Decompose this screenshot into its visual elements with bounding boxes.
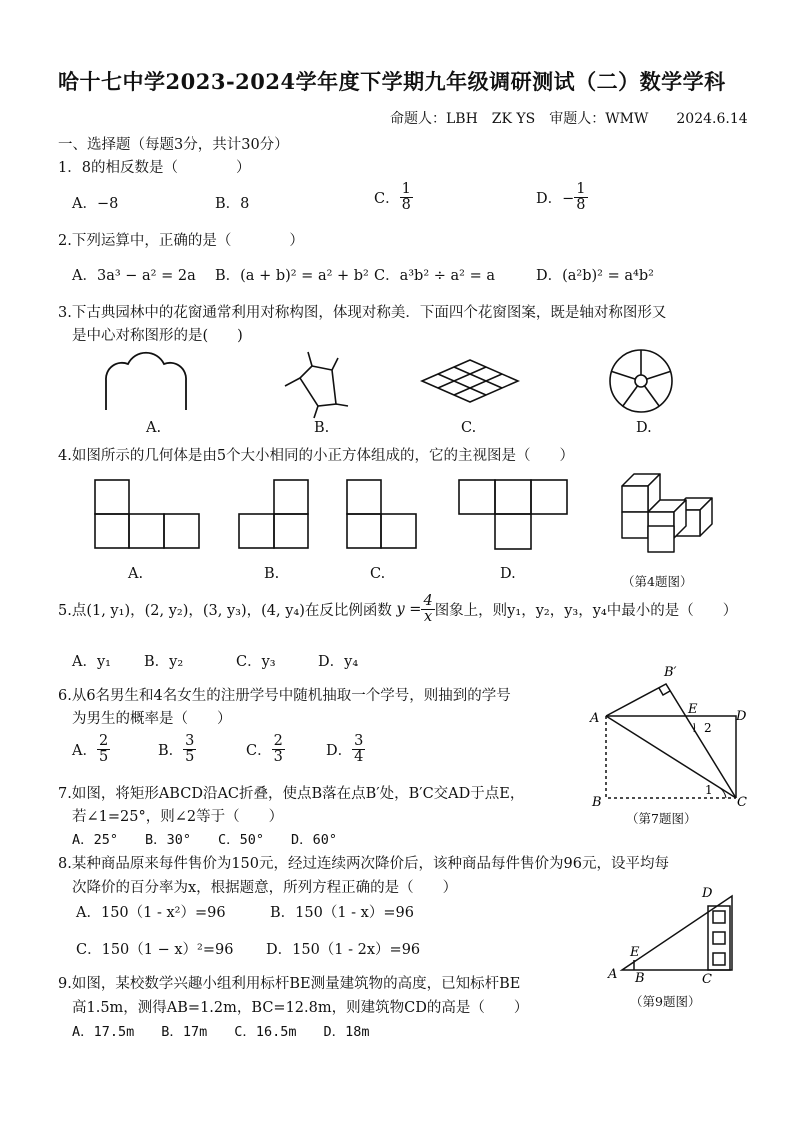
author-line: 命题人：LBH ZK YS 审题人：WMW 2024.6.14 — [390, 111, 748, 127]
page-title: 哈十七中学2023-2024学年度下学期九年级调研测试（二）数学学科 — [58, 69, 726, 94]
q9-options: A．17.5m B．17m C．16.5m D．18m — [72, 1024, 370, 1040]
q3-stem-line1: 3.下古典园林中的花窗通常利用对称构图，体现对称美．下面四个花窗图案，既是轴对称图形又 — [58, 305, 667, 321]
q7-angle-2: 2 — [704, 721, 712, 735]
q5-option-b: B．y₂ — [144, 654, 184, 670]
q2-option-b: B．(a + b)² = a² + b² — [215, 268, 369, 284]
q2-option-d: D．(a²b)² = a⁴b² — [536, 268, 654, 284]
q3-figure-b — [280, 348, 355, 420]
q7-point-d: D — [736, 709, 747, 724]
q1-stem: 1．8的相反数是（ ） — [58, 160, 251, 176]
q4-solid-figure — [618, 470, 716, 554]
q6-option-a: A． $\frac{2}{5}$ — [72, 733, 109, 766]
q4-view-d — [458, 479, 568, 551]
q7-angle-1: 1 — [705, 783, 713, 797]
q4-label-c: C. — [370, 566, 386, 582]
q3-label-d: D. — [636, 420, 652, 436]
q2-option-c: C．a³b² ÷ a² = a — [374, 268, 495, 284]
q1-option-d: D．− $\frac{1}{8}$ — [536, 181, 586, 214]
q9-point-a: A — [608, 967, 618, 982]
q4-stem: 4.如图所示的几何体是由5个大小相同的小正方体组成的，它的主视图是（ ） — [58, 448, 575, 464]
q6-stem-line2: 为男生的概率是（ ） — [72, 711, 232, 727]
q4-label-a: A. — [128, 566, 144, 582]
q6-option-b: B． $\frac{3}{5}$ — [158, 733, 195, 766]
q5-option-c: C．y₃ — [236, 654, 276, 670]
q8-option-c: C．150（1 − x）²=96 — [76, 942, 234, 958]
q5-option-a: A．y₁ — [72, 654, 111, 670]
q9-caption: （第9题图） — [630, 994, 701, 1009]
q4-view-a — [94, 479, 200, 549]
q4-label-d: D. — [500, 566, 516, 582]
q7-point-c: C — [737, 795, 747, 810]
q9-point-e: E — [630, 945, 640, 960]
q6-option-d: D． $\frac{3}{4}$ — [326, 733, 364, 766]
q2-option-a: A．3a³ − a² = 2a — [72, 268, 196, 284]
q3-figure-d — [608, 348, 674, 414]
q2-stem: 2.下列运算中，正确的是（ ） — [58, 233, 304, 249]
q4-view-b — [238, 479, 310, 549]
q4-label-b: B. — [264, 566, 280, 582]
q7-caption: （第7题图） — [626, 811, 697, 826]
q8-stem-line2: 次降价的百分率为x，根据题意，所列方程正确的是（ ） — [72, 880, 458, 896]
q3-label-c: C. — [461, 420, 477, 436]
q7-stem-line2: 若∠1=25°，则∠2等于（ ） — [72, 809, 284, 825]
q9-point-c: C — [702, 972, 712, 987]
q9-figure — [604, 884, 744, 988]
q1-option-a: A．−8 — [72, 196, 119, 212]
q3-stem-line2: 是中心对称图形的是( ) — [72, 328, 243, 344]
q8-option-b: B．150（1 - x）=96 — [270, 905, 414, 921]
q8-stem-line1: 8.某种商品原来每件售价为150元，经过连续两次降价后，该种商品每件售价为96元，设平均每 — [58, 856, 669, 872]
q4-view-c — [346, 479, 418, 549]
q7-figure — [590, 660, 760, 810]
q3-label-a: A. — [146, 420, 162, 436]
q9-stem-line2: 高1.5m，测得AB=1.2m，BC=12.8m，则建筑物CD的高是（ ） — [72, 1000, 529, 1016]
q6-option-c: C． $\frac{2}{3}$ — [246, 733, 283, 766]
q7-stem-line1: 7.如图，将矩形ABCD沿AC折叠，使点B落在点B′处，B′C交AD于点E， — [58, 786, 525, 802]
q9-point-b: B — [635, 971, 645, 986]
q5-option-d: D．y₄ — [318, 654, 359, 670]
q7-point-b: B — [592, 795, 602, 810]
q8-option-a: A．150（1 - x²）=96 — [76, 905, 226, 921]
q7-point-a: A — [590, 711, 600, 726]
section-heading: 一、选择题（每题3分，共计30分） — [58, 137, 289, 153]
q8-option-d: D．150（1 - 2x）=96 — [266, 942, 421, 958]
q1-option-c: C． $\frac{1}{8}$ — [374, 181, 411, 214]
q1-option-b: B．8 — [215, 196, 250, 212]
q9-stem-line1: 9.如图，某校数学兴趣小组利用标杆BE测量建筑物的高度，已知标杆BE — [58, 976, 521, 992]
q7-point-e: E — [688, 702, 698, 717]
q3-figure-a — [100, 350, 192, 415]
q3-figure-c — [420, 358, 520, 404]
q9-point-d: D — [702, 886, 713, 901]
q7-options: A．25° B．30° C．50° D．60° — [72, 832, 338, 848]
q7-point-bprime: B′ — [664, 665, 677, 680]
q3-label-b: B. — [314, 420, 330, 436]
q6-stem-line1: 6.从6名男生和4名女生的注册学号中随机抽取一个学号，则抽到的学号 — [58, 688, 511, 704]
q5-stem: 5.点(1, y₁)，(2, y₂)，(3, y₃)，(4, y₄)在反比例函数 y = $\frac{4}{x}$ 图象上，则y₁，y₂，y₃，y₄中最小的是（ ） — [58, 593, 738, 626]
q4-caption: （第4题图） — [622, 574, 693, 589]
